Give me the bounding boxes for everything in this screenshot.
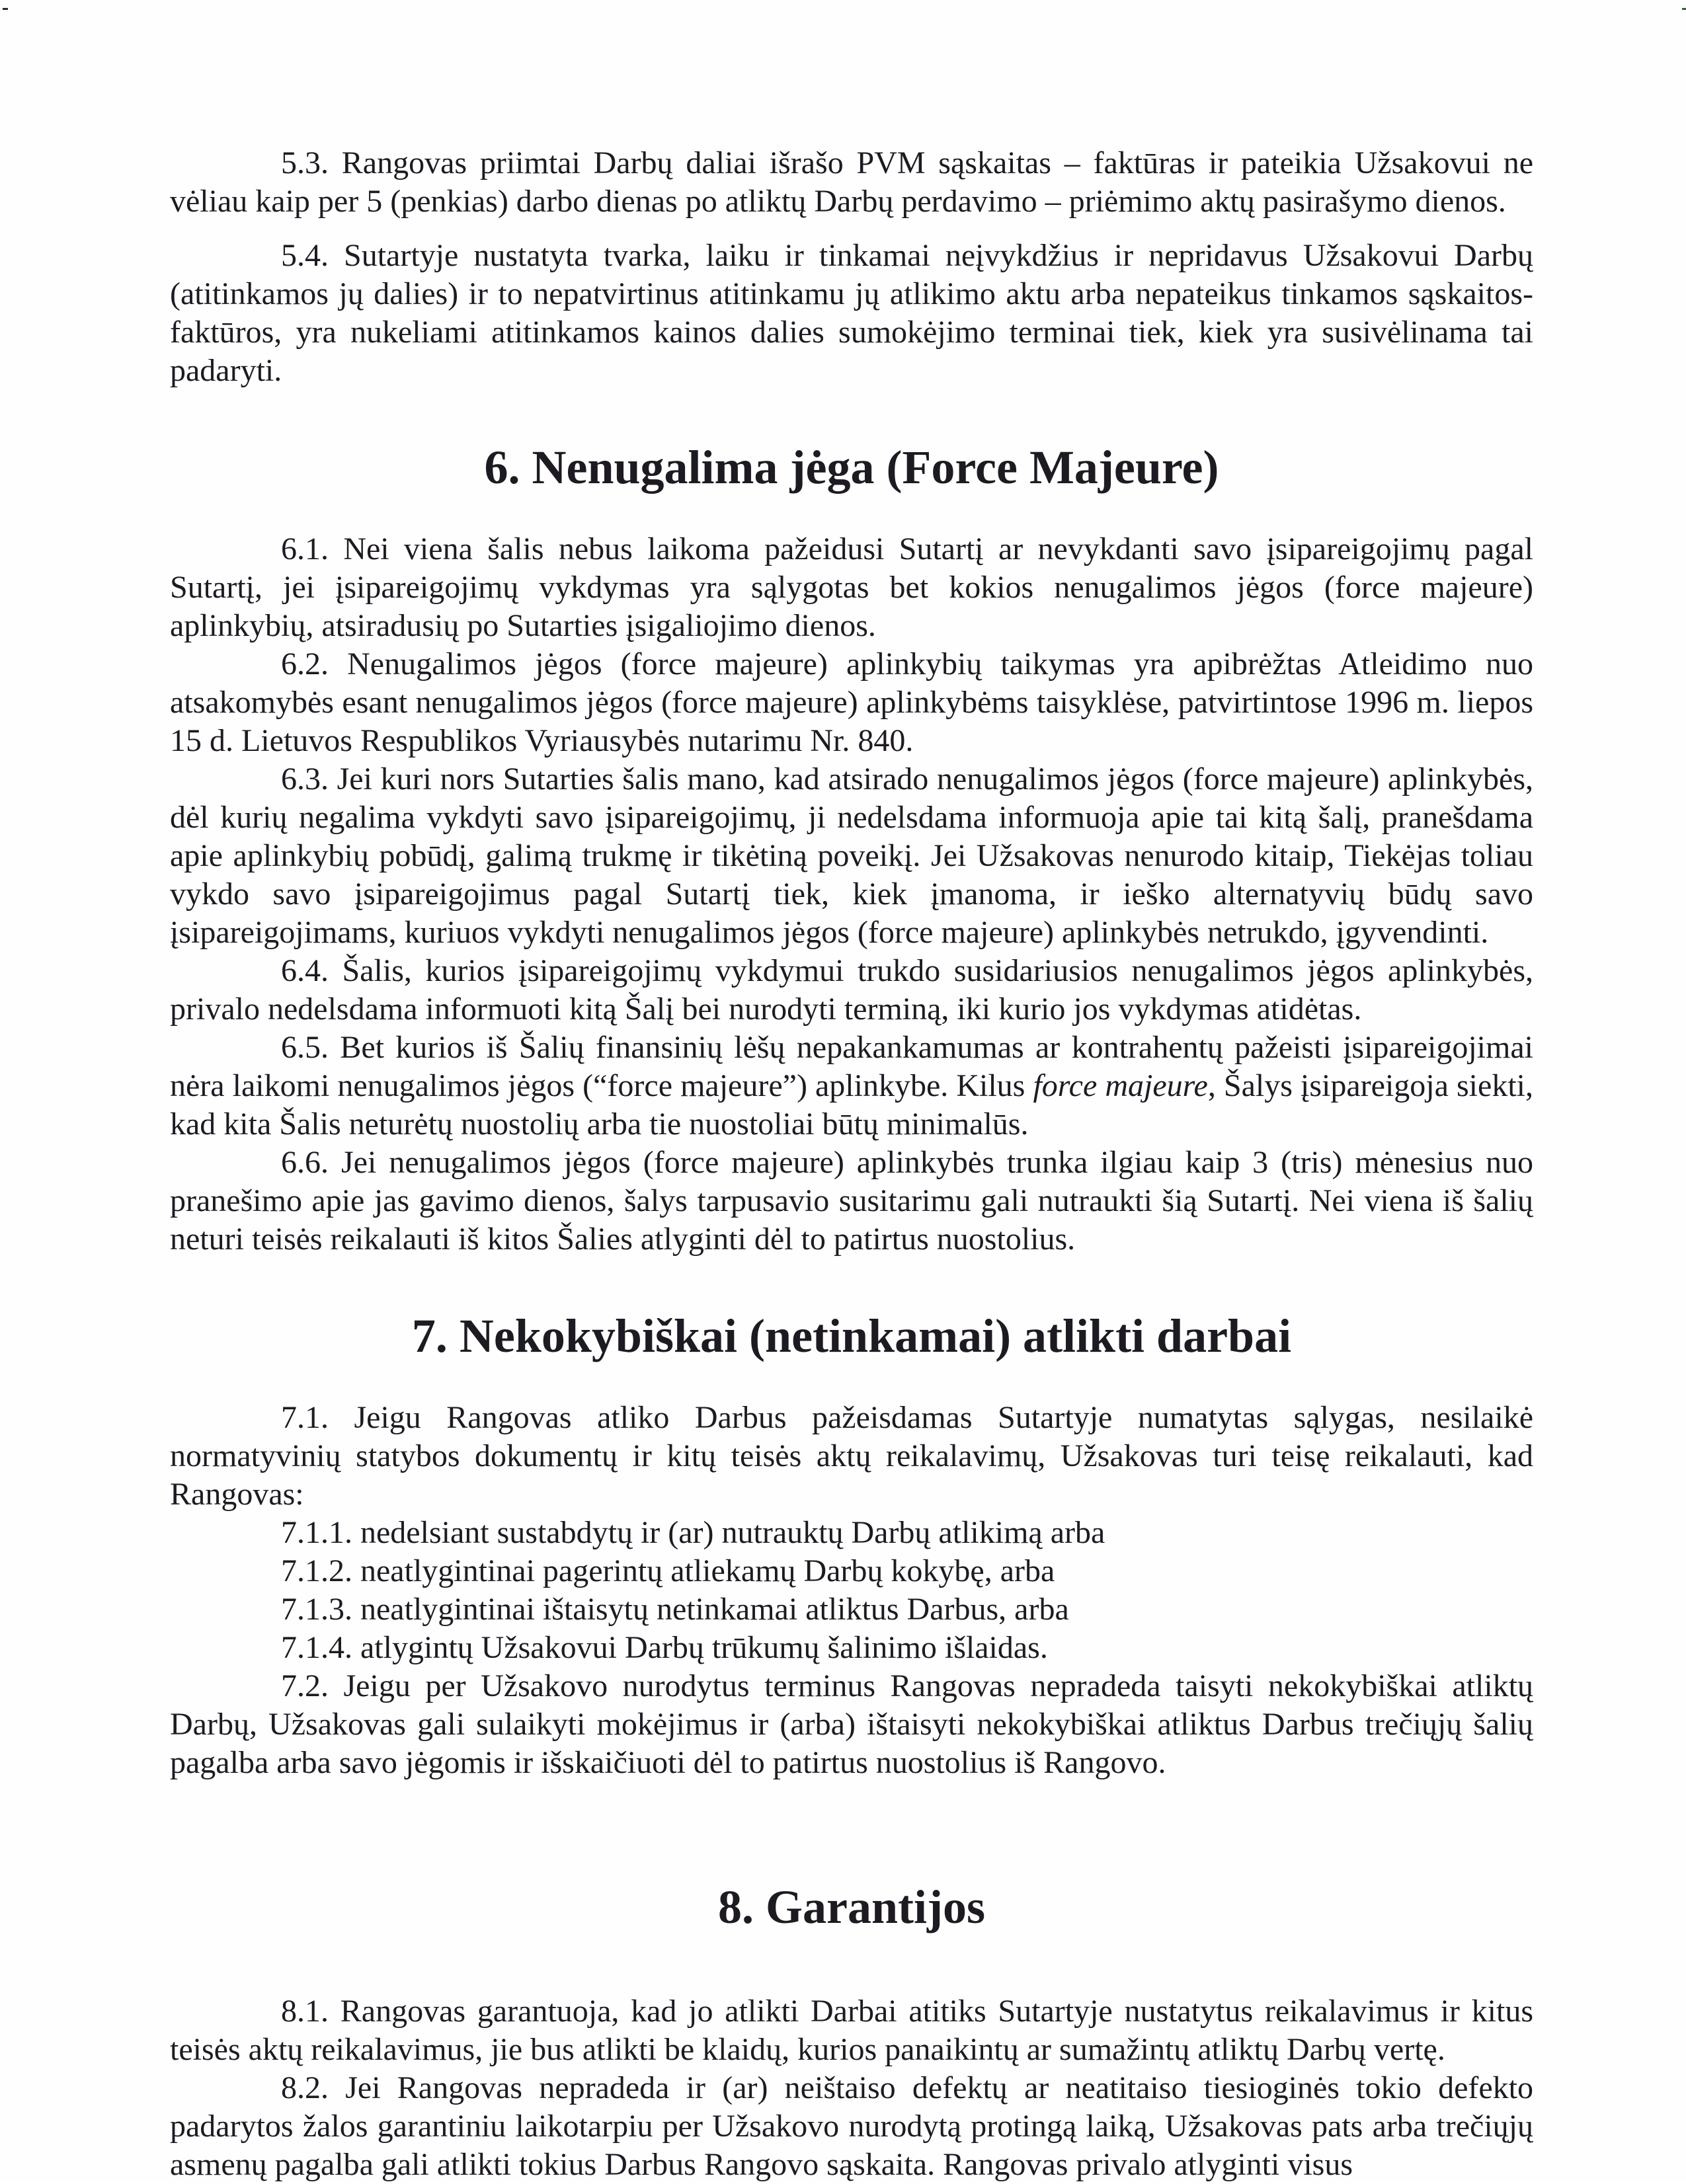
section-7-heading: 7. Nekokybiškai (netinkamai) atlikti darbai bbox=[411, 1309, 1292, 1362]
clause-7-1-3: 7.1.3. neatlygintinai ištaisytų netinkamai atliktus Darbus, arba bbox=[281, 1592, 1069, 1627]
clause-6-4: 6.4. Šalis, kurios įsipareigojimų vykdymui trukdo susidariusios nenugalimos jėgos aplinkybės, privalo nedelsdama informuoti kitą Šalį bei nurodyti terminą, iki kurio jos vykdymas atidėtas. bbox=[170, 953, 1533, 1027]
clause-8-1: 8.1. Rangovas garantuoja, kad jo atlikti Darbai atitiks Sutartyje nustatytus reikalavimus ir kitus teisės aktų reikalavimus, jie bus atlikti be klaidų, kurios panaikintų ar sumažintų atliktų Darbų vertę. bbox=[170, 1994, 1533, 2067]
clause-6-6: 6.6. Jei nenugalimos jėgos (force majeure) aplinkybės trunka ilgiau kaip 3 (tris) mėnesius nuo pranešimo apie jas gavimo dienos, šalys tarpusavio susitarimu gali nutraukti šią Sutartį. Nei viena iš šalių neturi teisės reikalauti iš kitos Šalies atlyginti dėl to patirtus nuostolius. bbox=[170, 1145, 1533, 1257]
clause-6-3: 6.3. Jei kuri nors Sutarties šalis mano, kad atsirado nenugalimos jėgos (force majeure) aplinkybės, dėl kurių negalima vykdyti savo įsipareigojimų, ji nedelsdama informuoja apie tai kitą šalį, pranešdama apie aplinkybių pobūdį, galimą trukmę ir tikėtiną poveikį. Jei Užsakovas nenurodo kitaip, Tiekėjas toliau vykdo savo įsipareigojimus pagal Sutartį tiek, kiek įmanoma, ir ieško alternatyvių būdų savo įsipareigojimams, kuriuos vykdyti nenugalimos jėgos (force majeure) aplinkybės netrukdo, įgyvendinti. bbox=[170, 761, 1533, 950]
clause-5-4: 5.4. Sutartyje nustatyta tvarka, laiku ir tinkamai neįvykdžius ir nepridavus Užsakovui Darbų (atitinkamos jų dalies) ir to nepatvirtinus atitinkamu jų atlikimo aktu arba nepateikus tinkamos sąskaitos-faktūros, yra nukeliami atitinkamos kainos dalies sumokėjimo terminai tiek, kiek yra susivėlinama tai padaryti. bbox=[170, 238, 1533, 388]
section-6-heading: 6. Nenugalima jėga (Force Majeure) bbox=[484, 441, 1219, 494]
clause-6-5 bbox=[170, 1029, 1533, 1144]
clause-5-3: 5.3. Rangovas priimtai Darbų daliai išrašo PVM sąskaitas – faktūras ir pateikia Užsakovui ne vėliau kaip per 5 (penkias) darbo dienas po atliktų Darbų perdavimo – priėmimo aktų pasirašymo dienos. bbox=[170, 145, 1533, 219]
clause-8-2: 8.2. Jei Rangovas nepradeda ir (ar) neištaiso defektų ar neatitaiso tiesioginės tokio defekto padarytos žalos garantiniu laikotarpiu per Užsakovo nurodytą protingą laiką, Užsakovas pats arba trečiųjų asmenų pagalba gali atlikti tokius Darbus Rangovo sąskaita. Rangovas privalo atlyginti visus bbox=[170, 2070, 1533, 2182]
clause-7-2: 7.2. Jeigu per Užsakovo nurodytus terminus Rangovas nepradeda taisyti nekokybiškai atliktų Darbų, Užsakovas gali sulaikyti mokėjimus ir (arba) ištaisyti nekokybiškai atliktus Darbus trečiųjų šalių pagalba arba savo jėgomis ir išskaičiuoti dėl to patirtus nuostolius iš Rangovo. bbox=[170, 1668, 1533, 1780]
clause-6-5-text-end: , Šalys įsipareigoja siekti, kad kita Šalis neturėtų nuostolių arba tie nuostoliai būtų minimalūs. bbox=[170, 1068, 1533, 1142]
clause-6-5-italic-term: force majeure bbox=[1033, 1068, 1208, 1103]
scan-edge-mark bbox=[1682, 8, 1686, 10]
section-8-heading: 8. Garantijos bbox=[718, 1881, 985, 1933]
clause-7-1-1: 7.1.1. nedelsiant sustabdytų ir (ar) nutrauktų Darbų atlikimą arba bbox=[281, 1515, 1105, 1550]
clause-7-1-2: 7.1.2. neatlygintinai pagerintų atliekamų Darbų kokybę, arba bbox=[281, 1553, 1055, 1588]
scan-edge-mark bbox=[3, 8, 8, 10]
clause-6-1: 6.1. Nei viena šalis nebus laikoma pažeidusi Sutartį ar nevykdanti savo įsipareigojimų pagal Sutartį, jei įsipareigojimų vykdymas yra sąlygotas bet kokios nenugalimos jėgos (force majeure) aplinkybių, atsiradusių po Sutarties įsigaliojimo dienos. bbox=[170, 531, 1533, 643]
document-body bbox=[170, 144, 1533, 2184]
clause-6-2: 6.2. Nenugalimos jėgos (force majeure) aplinkybių taikymas yra apibrėžtas Atleidimo nuo atsakomybės esant nenugalimos jėgos (force majeure) aplinkybėms taisyklėse, patvirtintose 1996 m. liepos 15 d. Lietuvos Respublikos Vyriausybės nutarimu Nr. 840. bbox=[170, 646, 1533, 758]
clause-7-1-4: 7.1.4. atlygintų Užsakovui Darbų trūkumų šalinimo išlaidas. bbox=[281, 1630, 1048, 1665]
clause-7-1: 7.1. Jeigu Rangovas atliko Darbus pažeisdamas Sutartyje numatytas sąlygas, nesilaikė normatyvinių statybos dokumentų ir kitų teisės aktų reikalavimų, Užsakovas turi teisę reikalauti, kad Rangovas: bbox=[170, 1400, 1533, 1512]
clause-6-5-text: 6.5. Bet kurios iš Šalių finansinių lėšų nepakankamumas ar kontrahentų pažeisti įsipareigojimai nėra laikomi nenugalimos jėgos (“force majeure”) aplinkybe. Kilus bbox=[170, 1030, 1533, 1103]
